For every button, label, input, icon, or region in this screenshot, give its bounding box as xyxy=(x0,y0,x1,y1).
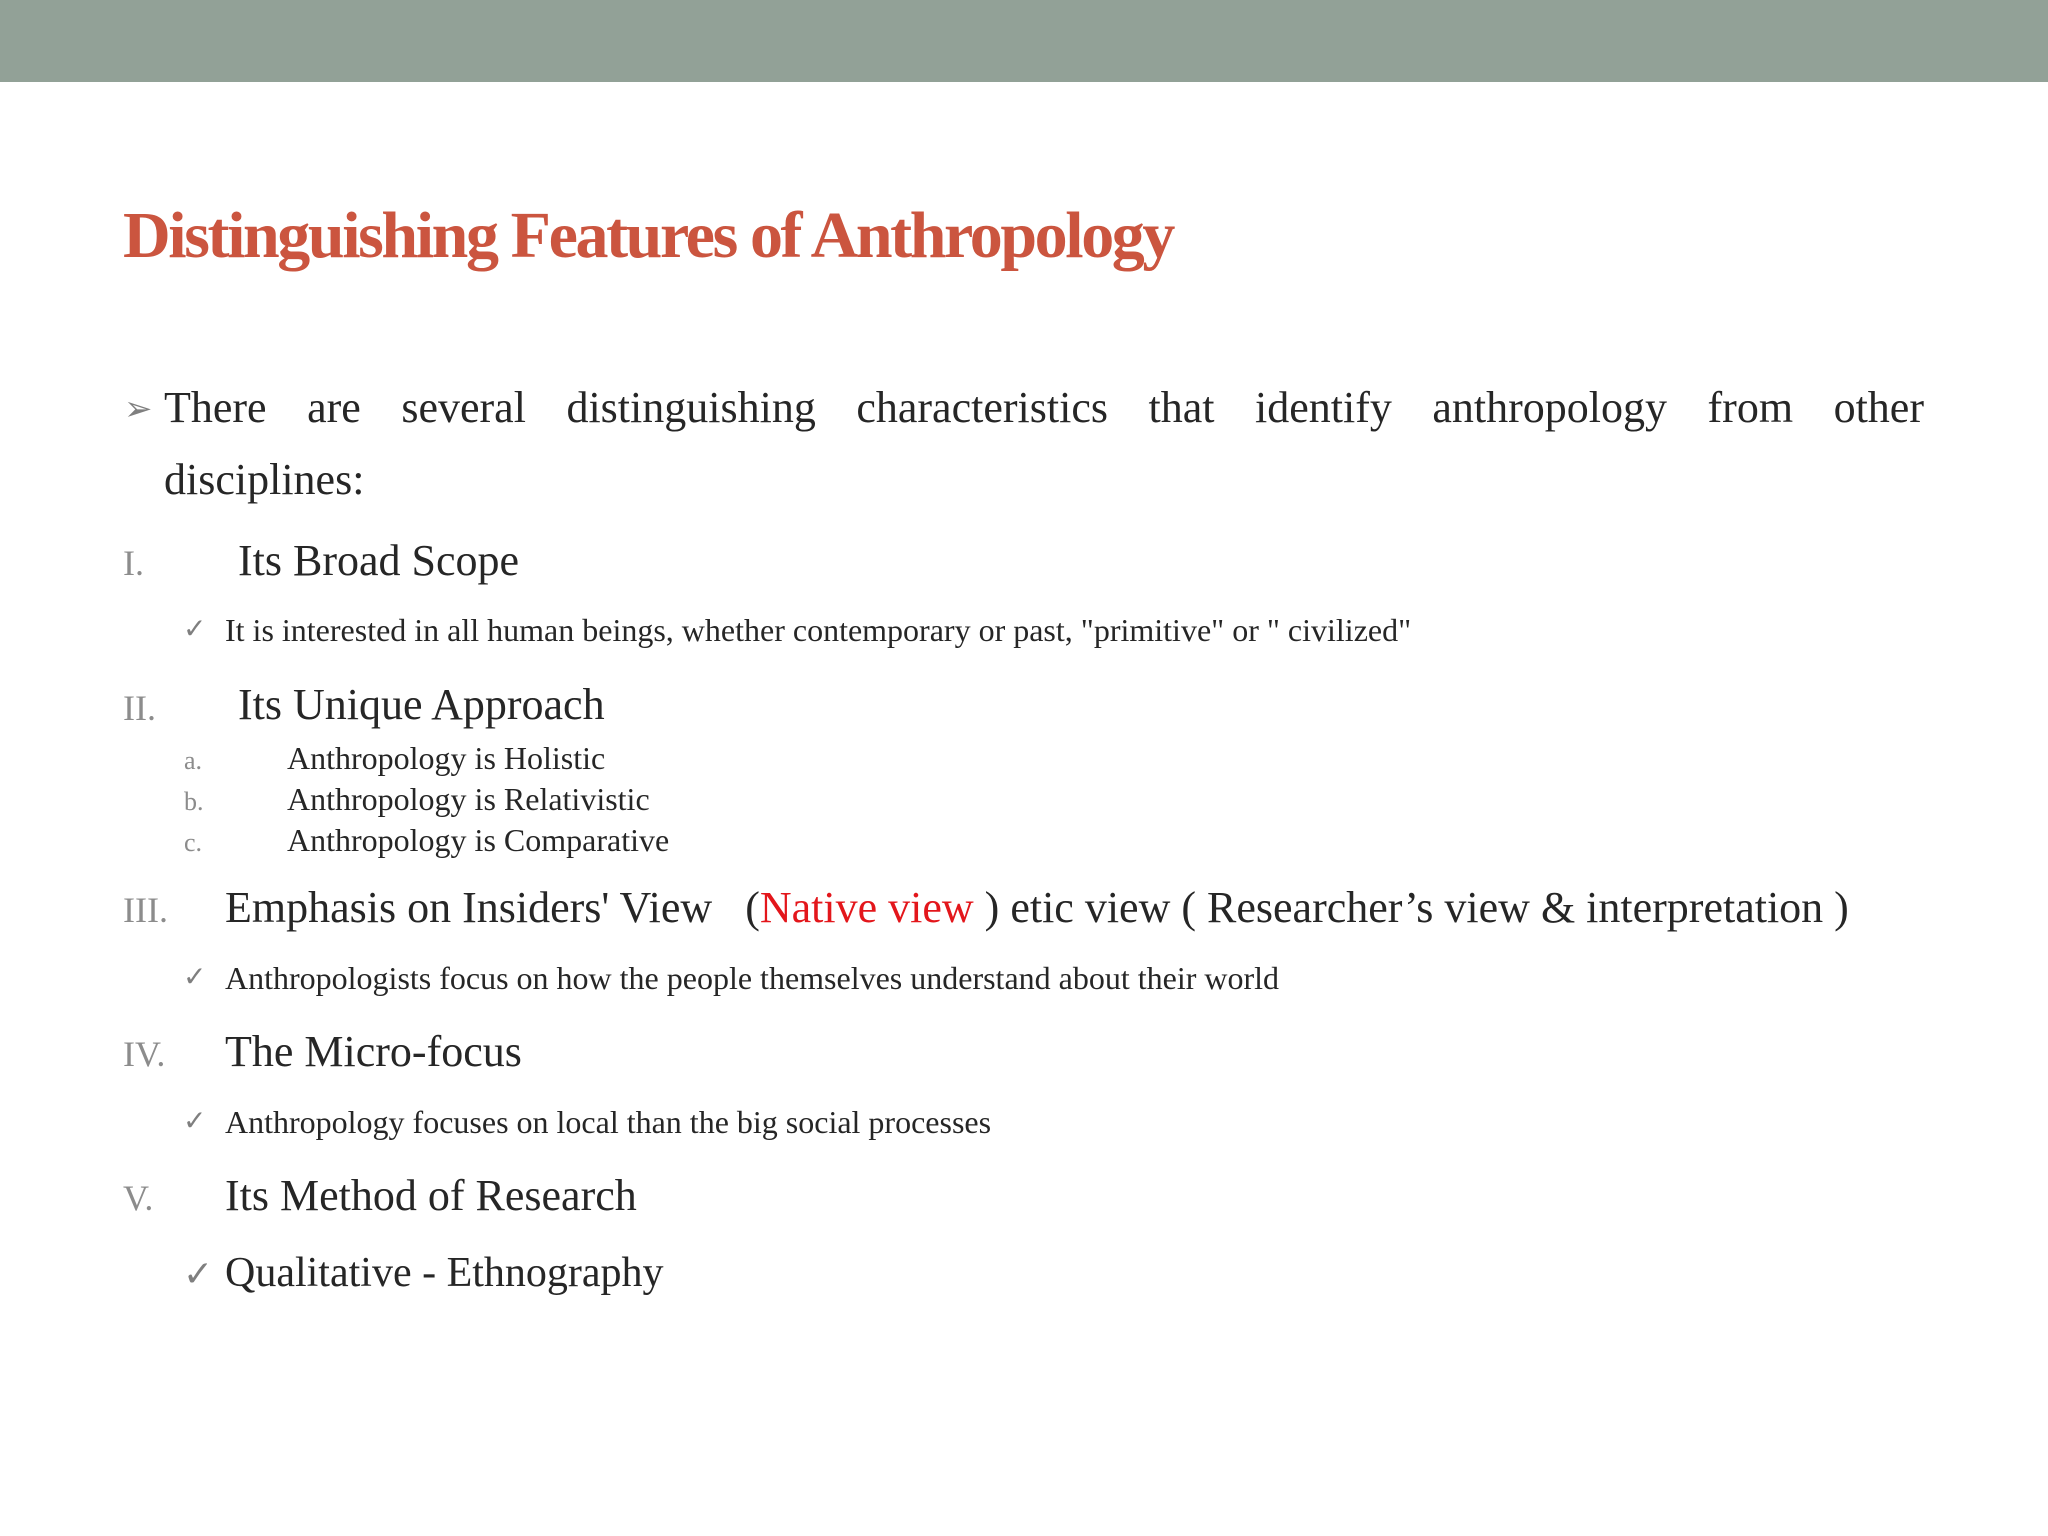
intro-word: anthropology xyxy=(1432,383,1667,432)
section-numeral-iii: III. xyxy=(123,890,168,930)
check-bullet-icon: ✓ xyxy=(183,1106,207,1137)
intro-word: There xyxy=(164,383,267,432)
section-heading-broad-scope: Its Broad Scope xyxy=(238,536,520,585)
section-point: Anthropology focuses on local than the big social processes xyxy=(225,1104,992,1140)
intro-word: identify xyxy=(1254,383,1392,432)
intro-word: that xyxy=(1148,383,1215,432)
section-point: It is interested in all human beings, whether contemporary or past, "primitive" or " civilized" xyxy=(225,612,1412,648)
check-bullet-icon: ✓ xyxy=(183,614,207,645)
intro-text-line-2: disciplines: xyxy=(164,455,365,504)
arrow-bullet-icon: ➢ xyxy=(124,391,153,428)
intro-word: several xyxy=(401,383,526,432)
section-numeral-v: V. xyxy=(123,1178,154,1218)
section-numeral-iv: IV. xyxy=(123,1034,166,1074)
intro-word: other xyxy=(1833,383,1924,432)
sub-item-letter: a. xyxy=(184,746,203,775)
sub-item-holistic: Anthropology is Holistic xyxy=(287,740,606,776)
sub-item-letter: c. xyxy=(184,828,203,857)
section-heading-method-of-research: Its Method of Research xyxy=(225,1171,637,1220)
section-numeral-ii: II. xyxy=(123,688,156,728)
intro-word: from xyxy=(1707,383,1794,432)
slide-title: Distinguishing Features of Anthropology xyxy=(123,199,1173,272)
sub-item-letter: b. xyxy=(184,787,204,816)
section-heading-micro-focus: The Micro-focus xyxy=(225,1027,522,1076)
intro-word: distinguishing xyxy=(566,383,816,432)
sub-item-comparative: Anthropology is Comparative xyxy=(287,822,670,858)
section-heading-unique-approach: Its Unique Approach xyxy=(238,680,605,729)
intro-text-line-1 xyxy=(164,380,1924,436)
check-bullet-icon: ✓ xyxy=(183,1254,214,1294)
check-bullet-icon: ✓ xyxy=(183,962,207,993)
section-point: Anthropologists focus on how the people themselves understand about their world xyxy=(225,960,1280,996)
section-numeral-i: I. xyxy=(123,543,144,583)
section-heading-insiders-view xyxy=(225,880,1849,936)
heading-text: Emphasis on Insiders' View ( xyxy=(225,883,760,932)
intro-word: characteristics xyxy=(856,383,1108,432)
sub-item-relativistic: Anthropology is Relativistic xyxy=(287,781,650,817)
heading-text: ) etic view ( Researcher’s view & interpretation ) xyxy=(973,883,1849,932)
intro-word: are xyxy=(307,383,361,432)
top-banner-bar xyxy=(0,0,2048,82)
section-point-ethnography: Qualitative - Ethnography xyxy=(225,1250,664,1296)
native-view-highlight: Native view xyxy=(759,883,974,932)
